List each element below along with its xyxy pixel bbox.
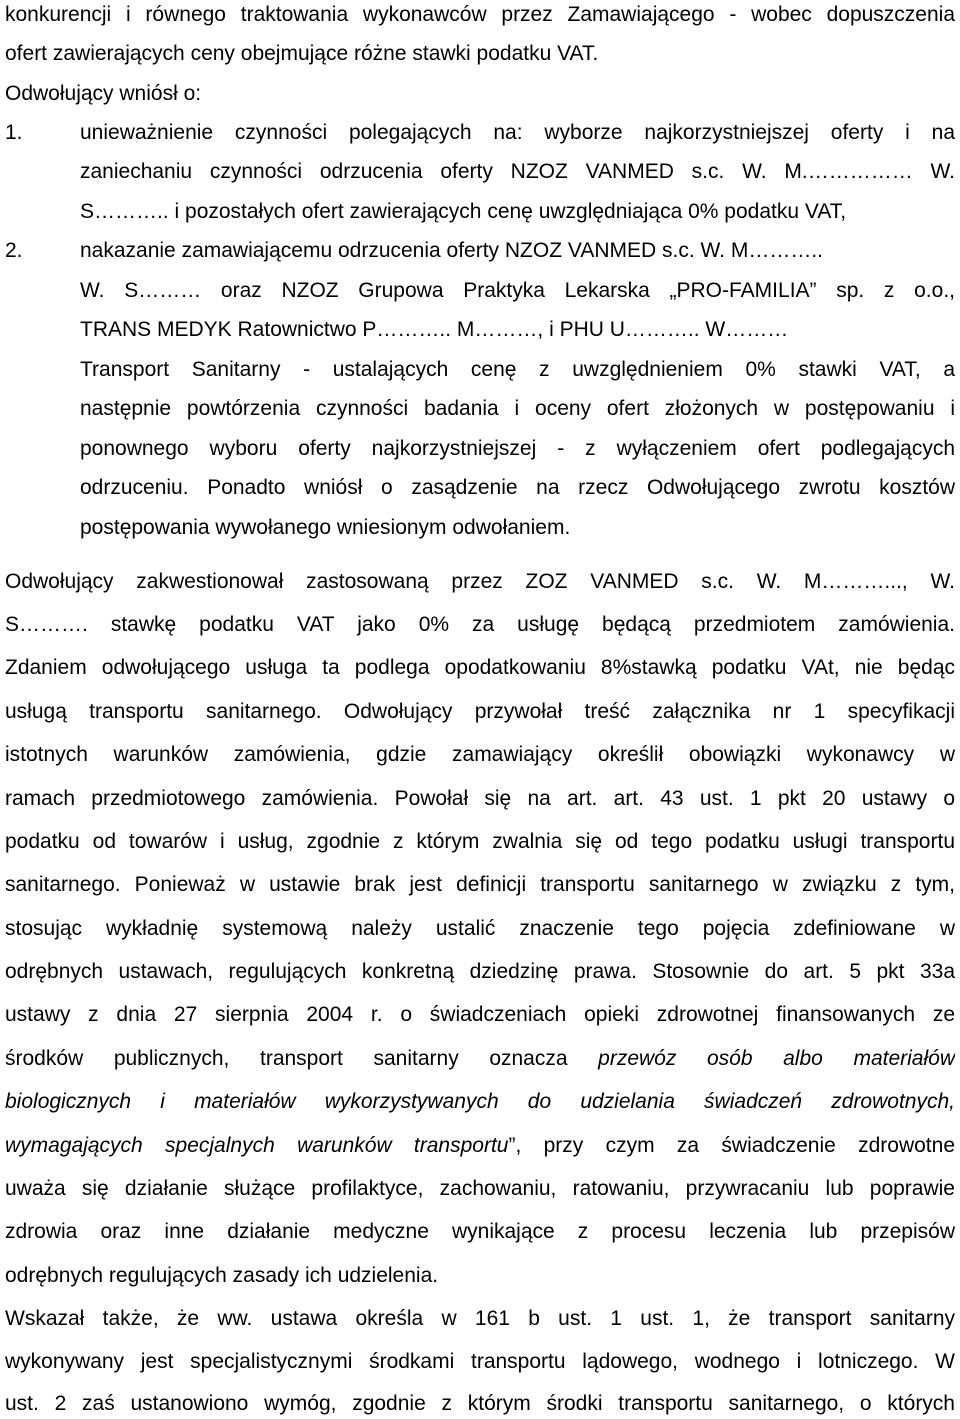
text-line: sanitarnego. Ponieważ w ustawie brak jest definicji transportu sanitarnego w związku z tym, — [5, 873, 955, 896]
text-line: S………. stawkę podatku VAT jako 0% za usługę będącą przedmiotem zamówienia. — [5, 613, 955, 636]
text-line: Wskazał także, że ww. ustawa określa w 161 b ust. 1 ust. 1, że transport sanitarny — [5, 1307, 955, 1330]
text-line: ustawy z dnia 27 sierpnia 2004 r. o świadczeniach opieki zdrowotnej finansowanych ze — [5, 1003, 955, 1026]
text-line: ust. 2 zaś ustanowiono wymóg, zgodnie z którym środki transportu sanitarnego, o których — [5, 1392, 955, 1415]
text-line: zdrowia oraz inne działanie medyczne wynikające z procesu leczenia lub przepisów — [5, 1220, 955, 1243]
list-number: 1. — [5, 121, 23, 144]
text-segment: ”, przy czym za świadczenie zdrowotne — [508, 1134, 955, 1157]
list-item-text: Transport Sanitarny - ustalających cenę z uwzględnieniem 0% stawki VAT, a — [80, 358, 955, 381]
italic-segment: wymagających specjalnych warunków transportu — [5, 1134, 509, 1157]
text-line: ofert zawierających ceny obejmujące różne stawki podatku VAT. — [5, 42, 599, 65]
text-segment: środków publicznych, transport sanitarny oznacza — [5, 1047, 599, 1070]
list-item-text: unieważnienie czynności polegających na: wyborze najkorzystniejszej oferty i na — [80, 121, 955, 144]
text-line: istotnych warunków zamówienia, gdzie zamawiający określił obowiązki wykonawcy w — [5, 743, 955, 766]
list-item-text: S……….. i pozostałych ofert zawierających cenę uwzględniająca 0% podatku VAT, — [80, 200, 847, 223]
list-item-text: ponownego wyboru oferty najkorzystniejszej - z wyłączeniem ofert podlegających — [80, 437, 955, 460]
list-item-text: następnie powtórzenia czynności badania i oceny ofert złożonych w postępowaniu i — [80, 397, 955, 420]
text-line: odrębnych regulujących zasady ich udzielenia. — [5, 1264, 439, 1287]
text-line: konkurencji i równego traktowania wykonawców przez Zamawiającego - wobec dopuszczenia — [5, 3, 955, 26]
text-line-mixed — [5, 1044, 955, 1074]
italic-line: biologicznych i materiałów wykorzystywanych do udzielania świadczeń zdrowotnych, — [5, 1090, 955, 1113]
text-line: odrębnych ustawach, regulujących konkretną dziedzinę prawa. Stosownie do art. 5 pkt 33a — [5, 960, 955, 983]
text-line: Odwołujący wniósł o: — [5, 82, 202, 105]
text-line: podatku od towarów i usług, zgodnie z którym zwalnia się od tego podatku usługi transportu — [5, 830, 955, 853]
list-item-text: odrzuceniu. Ponadto wniósł o zasądzenie na rzecz Odwołującego zwrotu kosztów — [80, 476, 955, 499]
text-line: stosując wykładnię systemową należy ustalić znaczenie tego pojęcia zdefiniowane w — [5, 917, 955, 940]
text-line: ramach przedmiotowego zamówienia. Powołał się na art. art. 43 ust. 1 pkt 20 ustawy o — [5, 787, 955, 810]
text-line: Zdaniem odwołującego usługa ta podlega opodatkowaniu 8%stawką podatku VAt, nie będąc — [5, 656, 955, 679]
italic-segment: przewóz osób albo materiałów — [598, 1047, 955, 1070]
list-item-text: postępowania wywołanego wniesionym odwołaniem. — [80, 516, 571, 539]
list-item-text: zaniechaniu czynności odrzucenia oferty NZOZ VANMED s.c. W. M.…………… W. — [80, 160, 955, 183]
list-number: 2. — [5, 239, 23, 262]
text-line-mixed — [5, 1131, 955, 1161]
list-item-text: TRANS MEDYK Ratownictwo P……….. M………, i PHU U……….. W……… — [80, 318, 789, 341]
text-line: uważa się działanie służące profilaktyce, zachowaniu, ratowaniu, przywracaniu lub poprawie — [5, 1177, 955, 1200]
text-line: usługą transportu sanitarnego. Odwołujący przywołał treść załącznika nr 1 specyfikacji — [5, 700, 955, 723]
text-line: Odwołujący zakwestionował zastosowaną przez ZOZ VANMED s.c. W. M………..., W. — [5, 570, 955, 593]
text-line: wykonywany jest specjalistycznymi środkami transportu lądowego, wodnego i lotniczego. W — [5, 1350, 955, 1373]
list-item-text: W. S……… oraz NZOZ Grupowa Praktyka Lekarska „PRO-FAMILIA” sp. z o.o., — [80, 279, 955, 302]
list-item-text: nakazanie zamawiającemu odrzucenia oferty NZOZ VANMED s.c. W. M……….. — [80, 239, 823, 262]
